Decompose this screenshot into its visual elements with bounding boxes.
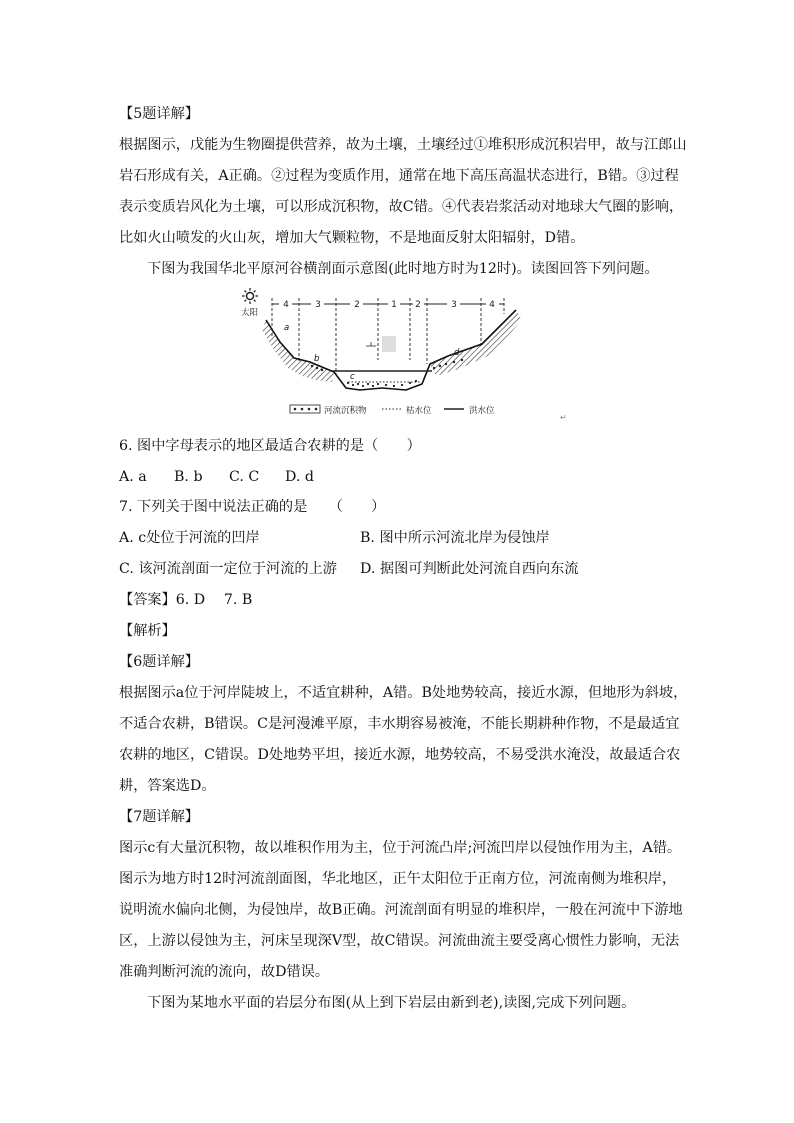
river-valley-diagram (236, 284, 576, 424)
analysis-heading: 【解析】 (119, 623, 176, 639)
legend-sediment: 河流沉积物 (324, 406, 367, 416)
point-label-b: b (314, 354, 320, 364)
sun-label: 太阳 (241, 308, 259, 318)
section5-line-4: 比如火山喷发的火山灰，增加大气颗粒物，不是地面反射太阳辐射，D错。 (119, 230, 585, 246)
q6-option-c: C. C (229, 469, 260, 485)
intro-river-valley: 下图为我国华北平原河谷横剖面示意图(此时地方时为12时)。读图回答下列问题。 (147, 261, 659, 277)
section5-line-1: 根据图示，戊能为生物圈提供营养，故为土壤，土壤经过①堆积形成沉积岩甲，故与江郎山 (119, 137, 687, 153)
right-bank-ground (430, 310, 522, 376)
section5-heading: 【5题详解】 (119, 106, 199, 122)
q6-option-a: A. a (119, 469, 147, 485)
segment-label-6: 3 (451, 300, 457, 310)
q7-option-d: D. 据图可判断此处河流自西向东流 (360, 561, 579, 577)
sun-icon (242, 288, 258, 304)
q6-option-d: D. d (285, 469, 314, 485)
segment-label-4: 1 (391, 300, 397, 310)
section6-heading: 【6题详解】 (119, 654, 199, 670)
section5-line-3: 表示变质岩风化为土壤，可以形成沉积物，故C错。④代表岩浆活动对地球大气圈的影响， (119, 199, 684, 215)
point-label-a: a (284, 323, 290, 333)
segment-label-2: 3 (315, 300, 321, 310)
section6-line-4: 耕，答案选D。 (119, 778, 216, 794)
river-valley-figure (236, 284, 576, 424)
section6-line-3: 农耕的地区，C错误。D处地势平坦，接近水源，地势较高，不易受洪水淹没，故最适合农 (119, 747, 681, 763)
segment-label-3: 2 (354, 300, 360, 310)
q6-stem: 6. 图中字母表示的地区最适合农耕的是（ ） (119, 438, 421, 454)
intro-rock-layers: 下图为某地水平面的岩层分布图(从上到下岩层由新到老),读图,完成下列问题。 (147, 995, 636, 1011)
point-label-d: d (454, 348, 460, 358)
section7-line-2: 图示为地方时12时河流剖面图，华北地区，正午太阳位于正南方位，河流南侧为堆积岸， (119, 871, 677, 887)
q7-option-a: A. c处位于河流的凹岸 (119, 530, 260, 546)
segment-label-1: 4 (283, 300, 289, 310)
q7-stem: 7. 下列关于图中说法正确的是 （ ） (119, 499, 386, 515)
legend-flood-water: 洪水位 (469, 406, 495, 416)
q7-option-b: B. 图中所示河流北岸为侵蚀岸 (360, 530, 550, 546)
blurred-mark (382, 336, 396, 352)
figure-legend (290, 405, 567, 422)
q7-option-c: C. 该河流剖面一定位于河流的上游 (119, 561, 337, 577)
section7-heading: 【7题详解】 (119, 809, 199, 825)
segment-label-5: 2 (415, 300, 421, 310)
segment-label-7: 4 (489, 300, 495, 310)
point-label-c: c (350, 372, 355, 382)
section7-line-4: 区，上游以侵蚀为主，河床呈现深V型，故C错误。河流曲流主要受离心惯性力影响，无法 (119, 933, 680, 949)
return-mark: ↵ (560, 413, 567, 422)
section6-line-2: 不适合农耕，B错误。C是河漫滩平原，丰水期容易被淹，不能长期耕种作物，不是最适宜 (119, 716, 680, 732)
section7-line-3: 说明流水偏向北侧，为侵蚀岸，故B正确。河流剖面有明显的堆积岸，一般在河流中下游地 (119, 902, 683, 918)
legend-low-water: 枯水位 (406, 406, 432, 416)
q6-option-b: B. b (174, 469, 203, 485)
answer-line: 【答案】6. D 7. B (119, 592, 253, 608)
section5-line-2: 岩石形成有关，A正确。②过程为变质作用，通常在地下高压高温状态进行，B错。③过程 (119, 168, 679, 184)
section6-line-1: 根据图示a位于河岸陡坡上，不适宜耕种，A错。B处地势较高，接近水源，但地形为斜坡， (119, 685, 688, 701)
section7-line-5: 准确判断河流的流向，故D错误。 (119, 964, 330, 980)
section7-line-1: 图示c有大量沉积物，故以堆积作用为主，位于河流凸岸;河流凹岸以侵蚀作用为主，A错。 (119, 840, 682, 856)
